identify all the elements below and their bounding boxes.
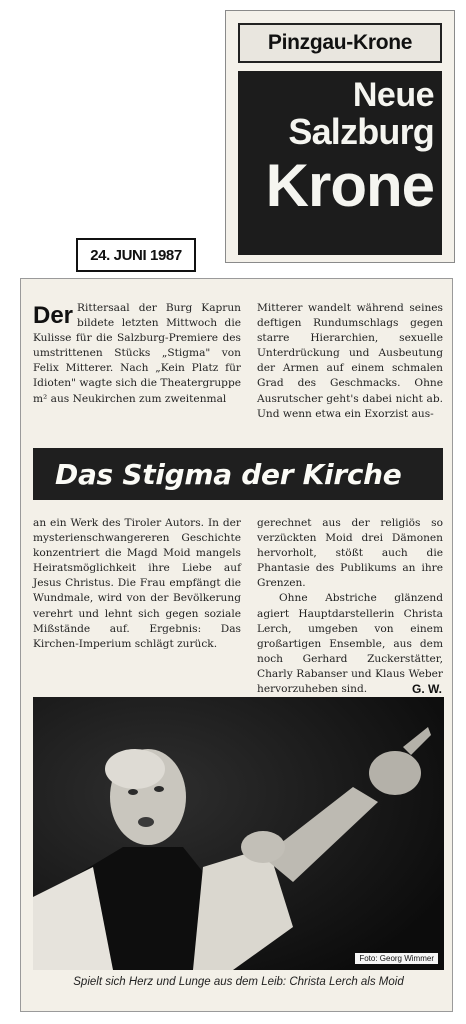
article-photo — [33, 697, 444, 970]
article-column-2 — [257, 301, 443, 422]
article-column-3-text: an ein Werk des Tiroler Autors. In der mysterienschwangereren Geschichte konzentriert die Magd Moid mangels Heiratsmöglichkeit ihre Liebe auf Jesus Christus. Die Frau empfängt die Wundmale, wird von der Bevölkerung verehrt und lehnt sich gegen soziale Mißstände auf. Ergebnis: Das Kirchen-Imperium schlägt zurück. — [33, 517, 241, 650]
article-column-1-text: Rittersaal der Burg Kaprun bildete letzten Mittwoch die Kulisse für die Salzburg-Premiere des umstrittenen Stücks „Stigma" von Felix Mitterer. Nach „Kein Platz für Idioten" wagte sich die Theatergruppe m² aus Neukirchen zum zweitenmal — [33, 302, 241, 405]
actress-photo-illustration — [33, 697, 444, 970]
newspaper-masthead — [225, 10, 455, 263]
masthead-edition-label: Pinzgau-Krone — [267, 31, 413, 54]
date-stamp: 24. JUNI 1987 — [76, 238, 196, 272]
photo-caption: Spielt sich Herz und Lunge aus dem Leib: Christa Lerch als Moid — [73, 976, 404, 988]
masthead-title-line-3: Krone — [265, 152, 434, 219]
headline-banner — [33, 448, 443, 500]
masthead-edition-box — [238, 23, 442, 63]
article-column-4 — [257, 516, 443, 697]
newspaper-clipping — [20, 278, 453, 1012]
masthead-title-line-2: Salzburg — [288, 111, 434, 152]
article-column-2-text: Mitterer wandelt während seines deftigen Rundumschlags gegen starre Hierarchien, sexuelle Unterdrückung und Ausbeutung der Armen auf einem schmalen Grad des Geschmacks. Ohne Ausrutscher geht's dabei nicht ab. Und wenn etwa ein Exorzist aus- — [257, 302, 443, 420]
article-column-3 — [33, 516, 241, 652]
article-column-4-para-2: Ohne Abstriche glänzend agiert Hauptdarstellerin Christa Lerch, umgeben von einem großartigen Ensemble, aus dem noch Gerhard Zuckerstätter, Charly Rabanser und Klaus Weber hervorzuheben sind. — [257, 592, 443, 696]
article-column-4-para-1: gerechnet aus der religiös so verzückten Moid drei Dämonen hervorholt, stößt auch die Phantasie des Publikums an ihre Grenzen. — [257, 517, 443, 590]
article-dropcap: Der — [33, 302, 74, 329]
photo-credit: Foto: Georg Wimmer — [355, 953, 438, 964]
article-headline: Das Stigma der Kirche — [55, 457, 402, 491]
article-column-1 — [33, 301, 241, 407]
masthead-title-line-1: Neue — [352, 76, 434, 114]
masthead-title-block — [238, 71, 442, 255]
author-initials: G. W. — [412, 682, 442, 696]
